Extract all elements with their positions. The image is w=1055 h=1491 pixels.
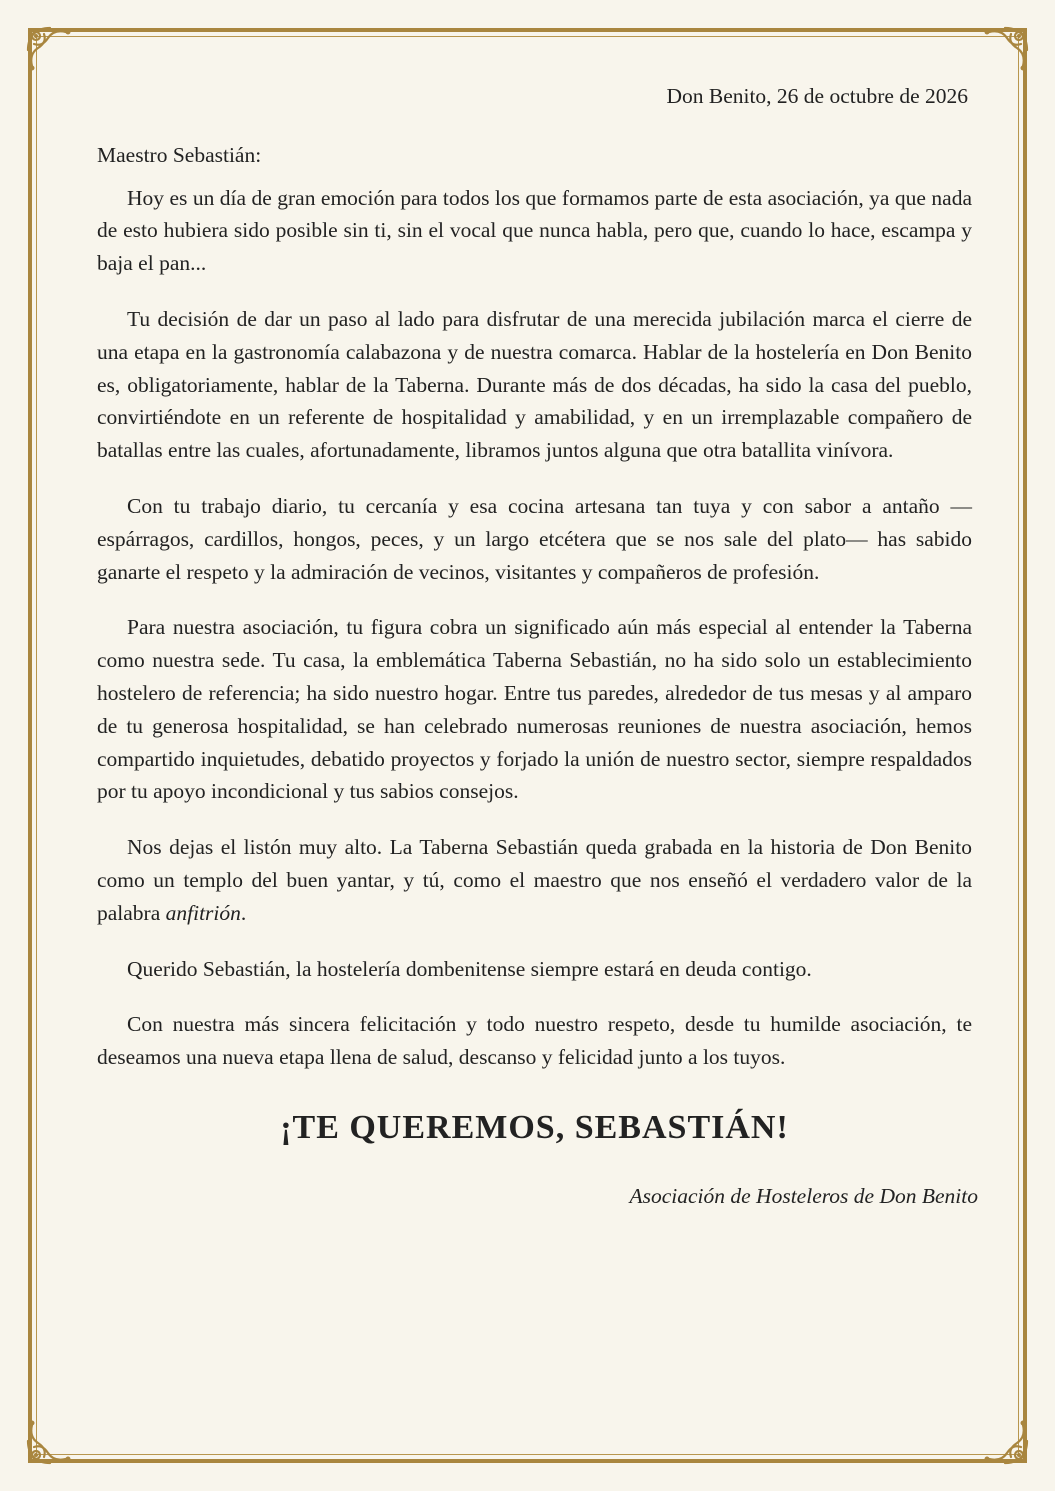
corner-ornament-icon <box>977 22 1033 78</box>
letter-body <box>97 80 978 1213</box>
closing-headline: ¡TE QUEREMOS, SEBASTIÁN! <box>280 1108 789 1146</box>
paragraph-5-emphasis: anfitrión <box>165 900 241 925</box>
corner-ornament-icon <box>22 1413 78 1469</box>
paragraph-5-text: Nos dejas el listón muy alto. La Taberna Sebastián queda grabada en la historia de Don Benito como un templo del buen yantar, y tú, como el maestro que nos enseñó el verdadero valor de la palabra <box>97 835 972 925</box>
corner-ornament-icon <box>22 22 78 78</box>
letter-salutation: Maestro Sebastián: <box>97 142 262 167</box>
paragraph-4: Para nuestra asociación, tu figura cobra un significado aún más especial al entender la Taberna como nuestra sede. Tu casa, la emblemática Taberna Sebastián, no ha sido solo un establecimiento hostelero de referencia; ha sido nuestro hogar. Entre tus paredes, alrededor de tus mesas y al amparo de tu generosa hospitalidad, se han celebrado numerosas reuniones de nuestra asociación, hemos compartido inquietudes, debatido proyectos y forjado la unión de nuestro sector, siempre respaldados por tu apoyo incondicional y tus sabios consejos. <box>97 615 972 804</box>
corner-ornament-icon <box>977 1413 1033 1469</box>
paragraph-6: Querido Sebastián, la hostelería dombenitense siempre estará en deuda contigo. <box>127 956 812 981</box>
signature: Asociación de Hosteleros de Don Benito <box>629 1183 978 1208</box>
paragraph-5-end: . <box>240 900 247 925</box>
paragraph-2: Tu decisión de dar un paso al lado para disfrutar de una merecida jubilación marca el cierre de una etapa en la gastronomía calabazona y de nuestra comarca. Hablar de la hostelería en Don Benito es, obligatoriamente, hablar de la Taberna. Durante más de dos décadas, ha sido la casa del pueblo, convirtiéndote en un referente de hospitalidad y amabilidad, y en un irremplazable compañero de batallas entre las cuales, afortunadamente, libramos juntos alguna que otra batallita vinívora. <box>97 306 972 463</box>
paragraph-7: Con nuestra más sincera felicitación y todo nuestro respeto, desde tu humilde asociación, te deseamos una nueva etapa llena de salud, descanso y felicidad junto a los tuyos. <box>97 1012 972 1070</box>
letter-date: Don Benito, 26 de octubre de 2026 <box>666 84 968 108</box>
paragraph-5 <box>97 831 972 929</box>
paragraph-1: Hoy es un día de gran emoción para todos los que formamos parte de esta asociación, ya que nada de esto hubiera sido posible sin ti, sin el vocal que nunca habla, pero que, cuando lo hace, escampa y baja el pan... <box>97 185 972 276</box>
paragraph-3: Con tu trabajo diario, tu cercanía y esa cocina artesana tan tuya y con sabor a antaño —espárragos, cardillos, hongos, peces, y un largo etcétera que se nos sale del plato— has sabido ganarte el respeto y la admiración de vecinos, visitantes y compañeros de profesión. <box>97 493 972 584</box>
